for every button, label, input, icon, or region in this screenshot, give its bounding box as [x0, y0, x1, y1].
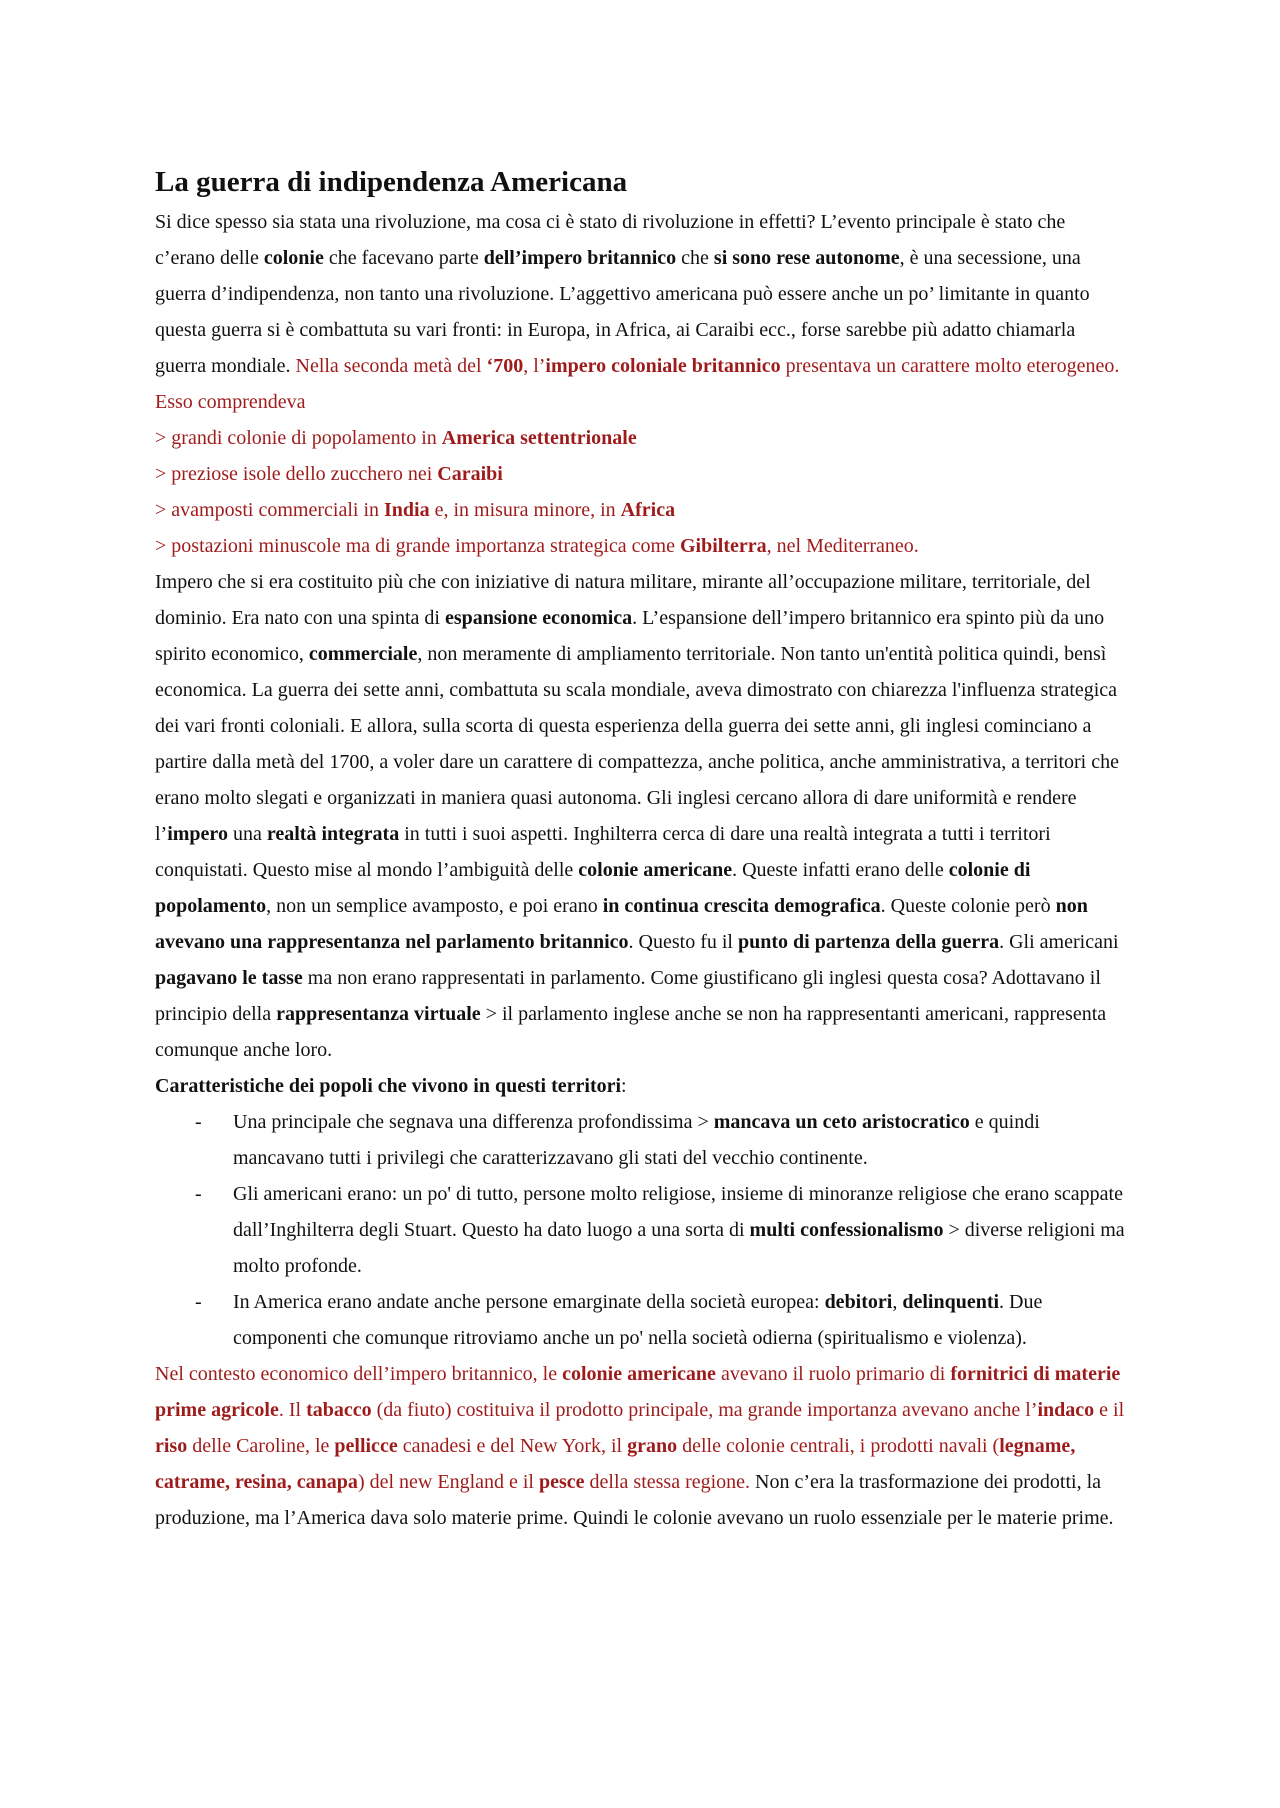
- text-span: . Due componenti che comunque ritroviamo anche un po' nella società odierna (spiritualismo e violenza).: [233, 1291, 1043, 1349]
- highlight-red-bold: colonie americane: [562, 1363, 716, 1385]
- bold-term: delinquenti: [902, 1291, 1000, 1313]
- text-span: . Gli americani: [999, 931, 1119, 953]
- highlight-red-bold: riso: [155, 1435, 188, 1457]
- highlight-red: Nella seconda metà del: [295, 355, 487, 377]
- red-list-item: [155, 456, 1125, 492]
- highlight-red: canadesi e del New York, il: [397, 1435, 628, 1457]
- highlight-red: e il: [1094, 1399, 1125, 1421]
- red-list-text: > preziose isole dello zucchero nei: [155, 463, 438, 485]
- text-span: ma non erano rappresentati in parlamento. Come giustificano gli inglesi questa cosa? Adottavano il principio della: [155, 967, 1101, 1025]
- bold-term: debitori: [824, 1291, 893, 1313]
- text-span: . Queste colonie però: [880, 895, 1056, 917]
- highlight-red-bold: legname, catrame, resina, canapa: [155, 1435, 1076, 1493]
- bold-term: colonie: [263, 247, 324, 269]
- highlight-red: delle Caroline, le: [187, 1435, 335, 1457]
- text-span: Una principale che segnava una differenza profondissima >: [233, 1111, 714, 1133]
- bold-term: rappresentanza virtuale: [276, 1003, 481, 1025]
- bullet-item: [155, 1284, 1125, 1356]
- text-span: . Questo fu il: [628, 931, 738, 953]
- bold-term: pagavano le tasse: [155, 967, 303, 989]
- highlight-red: Nel contesto economico dell’impero britannico, le: [155, 1363, 563, 1385]
- bold-term: realtà integrata: [266, 823, 400, 845]
- bullet-list: [155, 1104, 1125, 1356]
- text-span: in tutti i suoi aspetti. Inghilterra cerca di dare una realtà integrata a tutti i territori conquistati. Questo mise al mondo l’ambiguità delle: [155, 823, 1051, 881]
- red-list-bold: America settentrionale: [441, 427, 637, 449]
- bold-term: in continua crescita demografica: [602, 895, 881, 917]
- bold-term: colonie americane: [578, 859, 733, 881]
- text-span: , è una secessione, una guerra d’indipendenza, non tanto una rivoluzione. L’aggettivo americana può essere anche un po’ limitante in quanto questa guerra si è combattuta su vari fronti: in Europa, in Africa, ai Caraibi ecc., forse sarebbe più adatto chiamarla guerra mondiale.: [155, 247, 1090, 377]
- bold-term: mancava un ceto aristocratico: [713, 1111, 970, 1133]
- text-span: e quindi mancavano tutti i privilegi che caratterizzavano gli stati del vecchio continente.: [233, 1111, 1040, 1169]
- red-list-item: [155, 420, 1125, 456]
- red-list-text: > postazioni minuscole ma di grande importanza strategica come: [155, 535, 680, 557]
- bold-term: si sono rese autonome: [713, 247, 900, 269]
- red-list-bold: Gibilterra: [680, 535, 767, 557]
- highlight-red-bold: grano: [627, 1435, 678, 1457]
- highlight-red-bold: pellicce: [334, 1435, 398, 1457]
- bold-term: multi confessionalismo: [749, 1219, 944, 1241]
- text-span: Impero che si era costituito più che con iniziative di natura militare, mirante all’occupazione militare, territoriale, del dominio. Era nato con una spinta di: [155, 571, 1091, 629]
- text-span: > il parlamento inglese anche se non ha rappresentanti americani, rappresenta comunque anche loro.: [155, 1003, 1107, 1061]
- bullet-item: [155, 1176, 1125, 1284]
- highlight-red: delle colonie centrali, i prodotti navali (: [677, 1435, 1000, 1457]
- text-span: che facevano parte: [323, 247, 484, 269]
- bold-term: colonie di popolamento: [155, 859, 1031, 917]
- highlight-red: ) del new England e il: [357, 1471, 539, 1493]
- red-list-text: e, in misura minore, in: [429, 499, 621, 521]
- text-span: :: [621, 1075, 627, 1097]
- dash-marker: -: [195, 1183, 202, 1205]
- text-span: . Queste infatti erano delle: [732, 859, 949, 881]
- text-span: In America erano andate anche persone emarginate della società europea:: [233, 1291, 825, 1313]
- dash-marker: -: [195, 1291, 202, 1313]
- highlight-red: presentava un carattere molto eterogeneo. Esso comprendeva: [155, 355, 1120, 413]
- text-span: ,: [892, 1291, 903, 1313]
- red-list-text: , nel Mediterraneo.: [766, 535, 919, 557]
- highlight-red: (da fiuto) costituiva il prodotto principale, ma grande importanza avevano anche l’: [371, 1399, 1038, 1421]
- red-list: [155, 420, 1125, 564]
- text-span: Si dice spesso sia stata una rivoluzione, ma cosa ci è stato di rivoluzione in effetti? L’evento principale è stato che c’erano delle: [155, 211, 1066, 269]
- highlight-red: . Il: [278, 1399, 307, 1421]
- paragraph-empire: [155, 564, 1125, 1068]
- highlight-red-bold: pesce: [539, 1471, 585, 1493]
- red-list-bold: Africa: [620, 499, 676, 521]
- highlight-red-bold: impero coloniale britannico: [545, 355, 781, 377]
- red-list-bold: India: [384, 499, 430, 521]
- text-span: , non un semplice avamposto, e poi erano: [266, 895, 603, 917]
- section-heading-text: Caratteristiche dei popoli che vivono in questi territori: [155, 1075, 622, 1097]
- red-list-bold: Caraibi: [437, 463, 503, 485]
- highlight-red: della stessa regione.: [584, 1471, 751, 1493]
- bold-term: punto di partenza della guerra: [737, 931, 1000, 953]
- text-span: . L’espansione dell’impero britannico era spinto più da uno spirito economico,: [155, 607, 1105, 665]
- highlight-red-bold: indaco: [1037, 1399, 1095, 1421]
- paragraph-intro: [155, 204, 1125, 420]
- section-heading: [155, 1068, 1125, 1104]
- highlight-red-bold: fornitrici di materie prime agricole: [155, 1363, 1121, 1421]
- red-list-text: > avamposti commerciali in: [155, 499, 384, 521]
- red-list-text: > grandi colonie di popolamento in: [155, 427, 442, 449]
- text-span: , non meramente di ampliamento territoriale. Non tanto un'entità politica quindi, bensì economica. La guerra dei sette anni, combattuta su scala mondiale, aveva dimostrato con chiarezza l'influenza strategica dei vari fronti coloniali. E allora, sulla scorta di questa esperienza della guerra dei sette anni, gli inglesi cominciano a partire dalla metà del 1700, a voler dare un carattere di compattezza, anche politica, anche amministrativa, a territori che erano molto slegati e organizzati in maniera quasi autonoma. Gli inglesi cercano allora di dare uniformità e rendere l’: [155, 643, 1119, 845]
- highlight-red: avevano il ruolo primario di: [715, 1363, 951, 1385]
- bold-term: commerciale: [308, 643, 418, 665]
- page-title: La guerra di indipendenza Americana: [155, 166, 628, 198]
- highlight-red: , l’: [523, 355, 546, 377]
- text-span: una: [227, 823, 267, 845]
- bullet-item: [155, 1104, 1125, 1176]
- paragraph-economy: [155, 1356, 1125, 1536]
- highlight-red-bold: ‘700: [486, 355, 524, 377]
- bold-term: non avevano una rappresentanza nel parlamento britannico: [155, 895, 1088, 953]
- text-span: > diverse religioni ma molto profonde.: [233, 1219, 1125, 1277]
- text-span: Gli americani erano: un po' di tutto, persone molto religiose, insieme di minoranze religiose che erano scappate dall’Inghilterra degli Stuart. Questo ha dato luogo a una sorta di: [233, 1183, 1123, 1241]
- text-span: che: [676, 247, 714, 269]
- red-list-item: [155, 492, 1125, 528]
- document-page: [155, 160, 1125, 1536]
- text-span: Non c’era la trasformazione dei prodotti, la produzione, ma l’America dava solo materie prime. Quindi le colonie avevano un ruolo essenziale per le materie prime.: [155, 1471, 1114, 1529]
- red-list-item: [155, 528, 1125, 564]
- bold-term: dell’impero britannico: [483, 247, 677, 269]
- highlight-red-bold: tabacco: [306, 1399, 372, 1421]
- bold-term: impero: [167, 823, 228, 845]
- bold-term: espansione economica: [444, 607, 633, 629]
- dash-marker: -: [195, 1111, 202, 1133]
